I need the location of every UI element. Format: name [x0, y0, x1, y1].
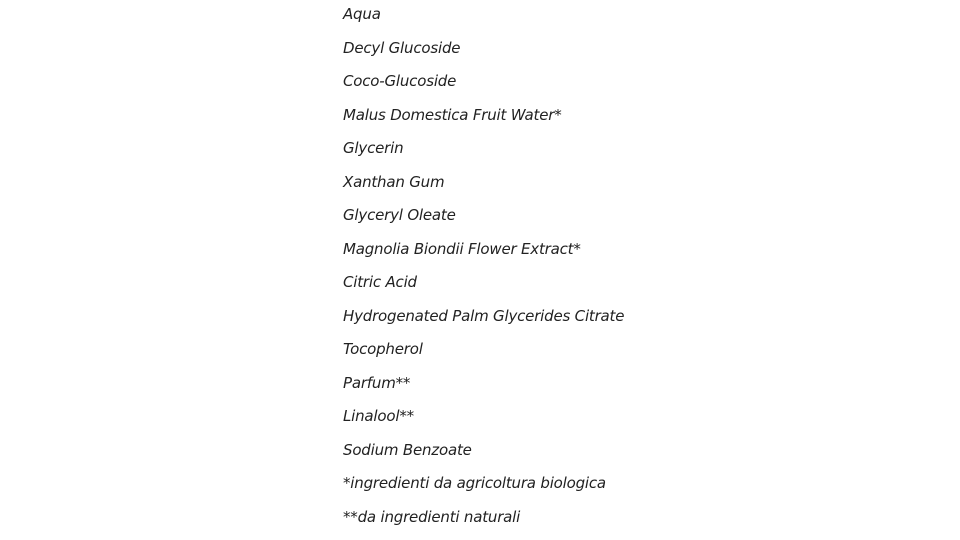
ingredient-citric-acid: Citric Acid — [343, 273, 417, 291]
ingredient-hydrogenated-palm-glycerides-citrate: Hydrogenated Palm Glycerides Citrate — [343, 306, 625, 325]
ingredient-glycerin: Glycerin — [343, 139, 404, 157]
ingredient-magnolia-biondii-flower-extract: Magnolia Biondii Flower Extract* — [343, 239, 581, 258]
ingredient-xanthan-gum: Xanthan Gum — [343, 172, 445, 191]
ingredient-malus-domestica-fruit-water: Malus Domestica Fruit Water* — [343, 105, 562, 124]
ingredient-coco-glucoside: Coco-Glucoside — [343, 72, 457, 90]
footnote-list — [343, 469, 606, 536]
footnote-organic: *ingredienti da agricoltura biologica — [343, 474, 606, 492]
ingredient-parfum: Parfum** — [343, 373, 411, 392]
ingredient-aqua: Aqua — [343, 5, 381, 23]
ingredient-tocopherol: Tocopherol — [343, 340, 423, 358]
ingredient-sodium-benzoate: Sodium Benzoate — [343, 440, 472, 459]
ingredient-glyceryl-oleate: Glyceryl Oleate — [343, 206, 456, 224]
footnote-natural: **da ingredienti naturali — [343, 507, 521, 526]
ingredient-linalool: Linalool** — [343, 407, 414, 425]
ingredient-list — [343, 0, 624, 469]
ingredient-decyl-glucoside: Decyl Glucoside — [343, 38, 461, 57]
